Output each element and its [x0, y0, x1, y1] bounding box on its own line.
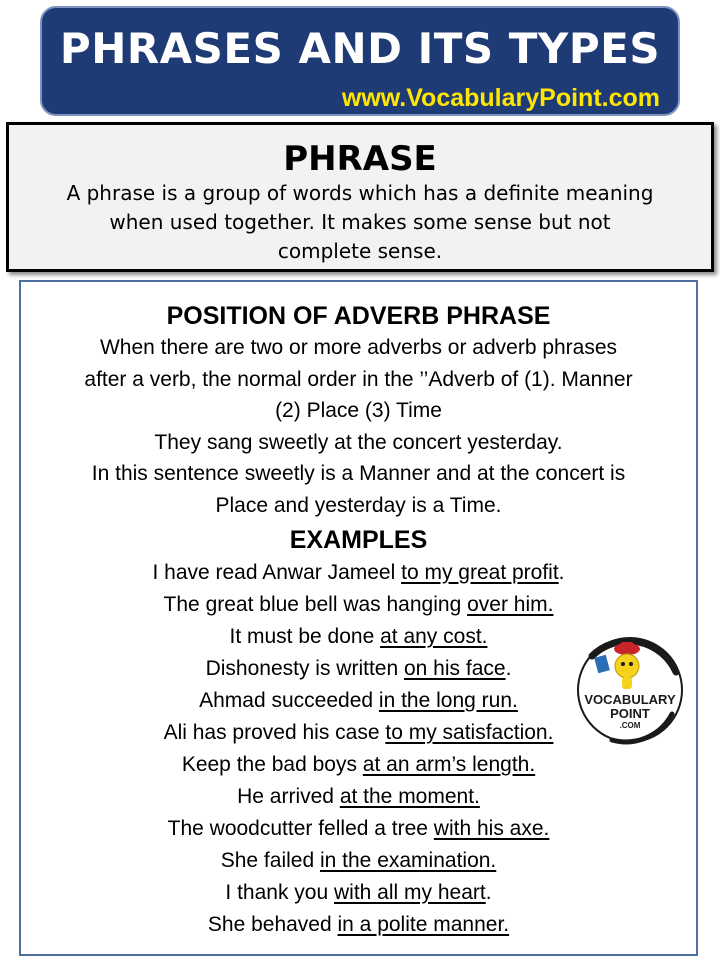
example-item: [21, 877, 696, 909]
example-phrase: with all my heart: [334, 881, 486, 904]
mascot-icon: [615, 654, 639, 678]
example-item: [21, 749, 696, 781]
example-phrase: in the examination.: [319, 849, 497, 872]
example-text: She failed: [220, 849, 320, 872]
example-text: Dishonesty is written: [205, 657, 404, 680]
phrase-heading: PHRASE: [283, 139, 437, 179]
logo-word-1: VOCABULARY: [584, 692, 676, 707]
example-text: I have read Anwar Jameel: [152, 561, 402, 584]
examples-list: [21, 557, 696, 941]
mascot-body-icon: [622, 677, 632, 689]
logo-word-3: .COM: [619, 721, 641, 730]
example-phrase: to my satisfaction.: [385, 721, 554, 744]
example-text: Keep the bad boys: [181, 753, 363, 776]
page-title: PHRASES AND ITS TYPES: [59, 24, 661, 73]
example-phrase: over him.: [467, 593, 554, 616]
body-line: (2) Place (3) Time: [275, 399, 442, 422]
example-item: [21, 845, 696, 877]
examples-heading: EXAMPLES: [289, 526, 428, 554]
phrase-definition-line: complete sense.: [277, 239, 443, 263]
section-heading: POSITION OF ADVERB PHRASE: [166, 302, 551, 330]
site-url-link[interactable]: www.VocabularyPoint.com: [341, 84, 660, 112]
example-text: Ahmad succeeded: [199, 689, 379, 712]
example-phrase: at an arm’s length.: [362, 753, 536, 776]
example-end: .: [485, 881, 492, 904]
example-phrase: in the long run.: [378, 689, 518, 712]
phrase-definition-line: when used together. It makes some sense but not: [109, 210, 611, 234]
phrase-definition-line: A phrase is a group of words which has a definite meaning: [66, 181, 654, 205]
example-item: [21, 781, 696, 813]
example-text: Ali has proved his case: [163, 721, 386, 744]
mascot-eye-icon: [629, 662, 633, 666]
example-item: [21, 557, 696, 589]
phrase-definition-box: [6, 122, 714, 272]
body-line: after a verb, the normal order in the ’’Adverb of (1). Manner: [84, 367, 633, 391]
example-item: [21, 589, 696, 621]
example-text: He arrived: [237, 785, 340, 808]
example-phrase: with his axe.: [433, 817, 550, 840]
example-end: .: [558, 561, 565, 584]
example-text: She behaved: [207, 913, 338, 936]
body-line: In this sentence sweetly is a Manner and at the concert is: [91, 462, 626, 485]
example-item: [21, 909, 696, 941]
body-line: When there are two or more adverbs or adverb phrases: [99, 336, 618, 359]
example-phrase: on his face: [403, 657, 506, 680]
example-text: I thank you: [225, 881, 334, 904]
body-line: They sang sweetly at the concert yesterday.: [154, 430, 563, 454]
example-phrase: at any cost.: [380, 625, 488, 648]
vocabulary-point-logo: [572, 632, 688, 748]
example-text: The great blue bell was hanging: [163, 593, 468, 616]
example-item: [21, 813, 696, 845]
example-text: It must be done: [229, 625, 381, 648]
example-phrase: in a polite manner.: [337, 913, 510, 936]
mascot-eye-icon: [621, 662, 625, 666]
body-line: Place and yesterday is a Time.: [215, 493, 502, 517]
hat-top-icon: [620, 642, 634, 650]
adverb-phrase-box: [19, 280, 698, 956]
header-banner: [40, 6, 680, 116]
example-text: The woodcutter felled a tree: [167, 817, 434, 840]
example-phrase: to my great profit: [401, 561, 559, 584]
example-phrase: at the moment.: [339, 785, 480, 808]
logo-word-2: POINT: [610, 706, 650, 721]
logo-graphic: [572, 632, 688, 748]
example-end: .: [505, 657, 512, 680]
